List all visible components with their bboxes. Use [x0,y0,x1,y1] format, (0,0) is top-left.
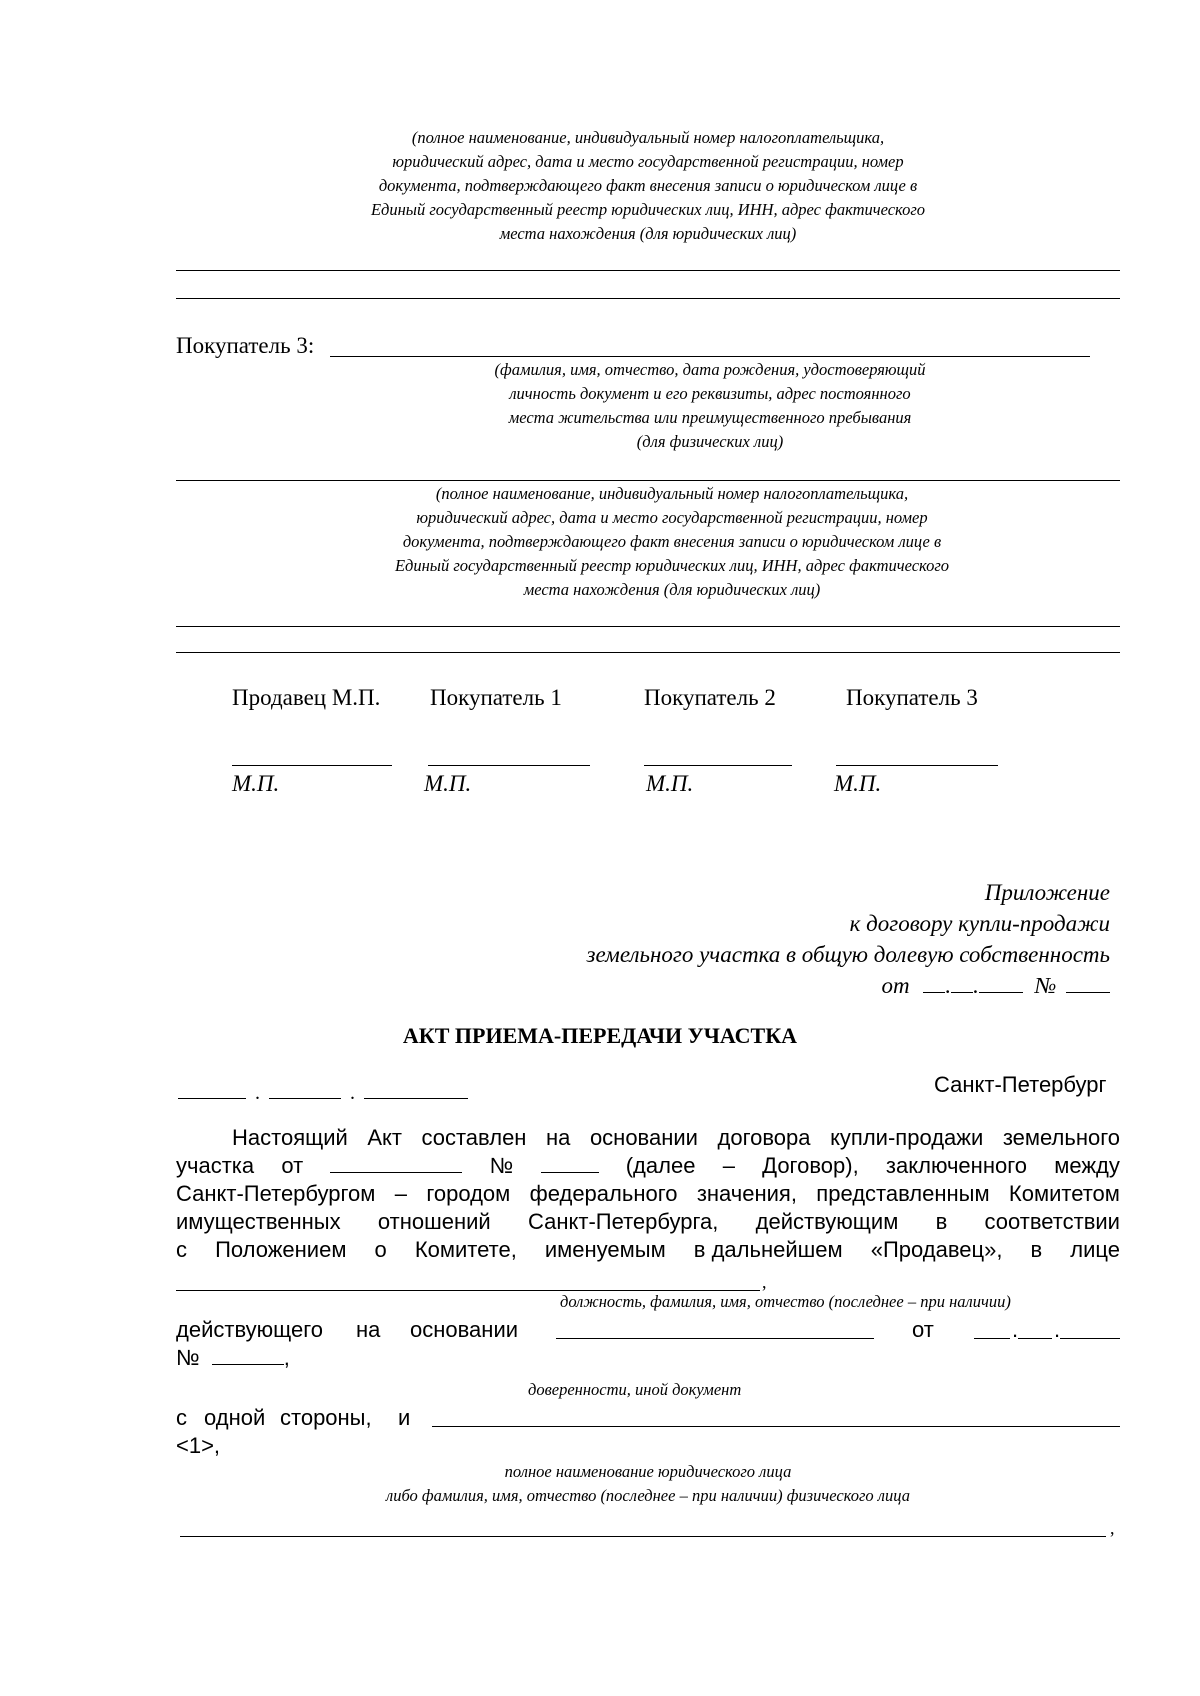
fill-line[interactable] [176,298,1120,299]
city: Санкт-Петербург [934,1072,1107,1097]
signature-line-buyer2[interactable] [644,765,792,766]
appendix-date-line: от . . № [587,970,1110,1001]
counterparty-fill-line[interactable] [180,1536,1106,1537]
body-line-9: <1>, [176,1433,221,1458]
basis-date-month-field[interactable] [1018,1318,1052,1339]
signature-party-buyer2: Покупатель 2 [644,685,776,710]
date-day-field[interactable] [923,972,945,993]
appendix-heading: Приложение к договору купли-продажи земельного участка в общую долевую собственность от . . № [587,877,1110,1001]
position-hint: должность, фамилия, имя, отчество (последнее – при наличии) [560,1292,1011,1311]
signature-party-buyer1: Покупатель 1 [430,685,562,710]
number-field[interactable] [1066,972,1110,993]
legal-entity-hint-top: (полное наименование, индивидуальный номер налогоплательщика, юридический адрес, дата и место государственной регистрации, номер документа, подтверждающего факт внесения записи о юридическом лице в Единый государственный реестр юридических лиц, ИНН, адрес фактического места нахождения (для юридических лиц) [370,128,926,243]
contract-date-field[interactable] [330,1152,462,1173]
signature-party-buyer3: Покупатель 3 [846,685,978,710]
signature-line-seller[interactable] [232,765,392,766]
basis-document-field[interactable] [556,1318,874,1339]
fill-line[interactable] [176,626,1120,627]
date-month-field[interactable] [951,972,973,993]
body-line-1: Настоящий Акт составлен на основании договора купли-продажи земельного [232,1125,1120,1150]
act-date-year-field[interactable] [364,1078,468,1099]
legal-entity-hint-bottom: (полное наименование, индивидуальный номер налогоплательщика, юридический адрес, дата и место государственной регистрации, номер документа, подтверждающего факт внесения записи о юридическом лице в Единый государственный реестр юридических лиц, ИНН, адрес фактического места нахождения (для юридических лиц) [394,484,950,599]
signature-party-seller: Продавец М.П. [232,685,381,710]
fill-line[interactable] [176,270,1120,271]
stamp-seller: М.П. [232,771,280,796]
counterparty-field[interactable] [432,1406,1120,1427]
act-title: АКТ ПРИЕМА-ПЕРЕДАЧИ УЧАСТКА [402,1023,798,1048]
body-line-3: Санкт-Петербургом – городом федерального значения, представленным Комитетом [176,1181,1120,1206]
act-date-month-field[interactable] [269,1078,341,1099]
contract-number-field[interactable] [541,1152,599,1173]
act-date-day-field[interactable] [178,1078,246,1099]
basis-date-year-field[interactable] [1060,1318,1120,1339]
stamp-buyer3: М.П. [834,771,882,796]
act-date: . . [178,1078,468,1105]
basis-number-field[interactable] [212,1344,284,1365]
counterparty-hint: полное наименование юридического лица либо фамилия, имя, отчество (последнее – при наличии) физического лица [386,1462,910,1505]
fill-line[interactable] [176,480,1120,481]
comma: , [762,1272,767,1292]
body-line-4: имущественных отношений Санкт-Петербурга, действующим в соответствии [176,1209,1120,1234]
body-line-5: с Положением о Комитете, именуемым в дальнейшем «Продавец», в лице [176,1237,1120,1262]
signature-line-buyer1[interactable] [428,765,590,766]
fill-line[interactable] [176,652,1120,653]
stamp-buyer1: М.П. [424,771,472,796]
basis-date-day-field[interactable] [974,1318,1010,1339]
buyer3-label: Покупатель 3: [176,333,315,358]
body-line-2: участка от № (далее – Договор), заключенного между [176,1153,1120,1178]
body-line-7: № , [176,1345,290,1370]
physical-person-hint: (фамилия, имя, отчество, дата рождения, удостоверяющий личность документ и его реквизиты, адрес постоянного места жительства или преимущественного пребывания (для физических лиц) [494,360,926,451]
document-hint: доверенности, иной документ [528,1380,742,1399]
date-year-field[interactable] [979,972,1023,993]
buyer3-fill-line[interactable] [330,356,1090,357]
comma: , [1110,1518,1115,1538]
signature-line-buyer3[interactable] [836,765,998,766]
stamp-buyer2: М.П. [646,771,694,796]
